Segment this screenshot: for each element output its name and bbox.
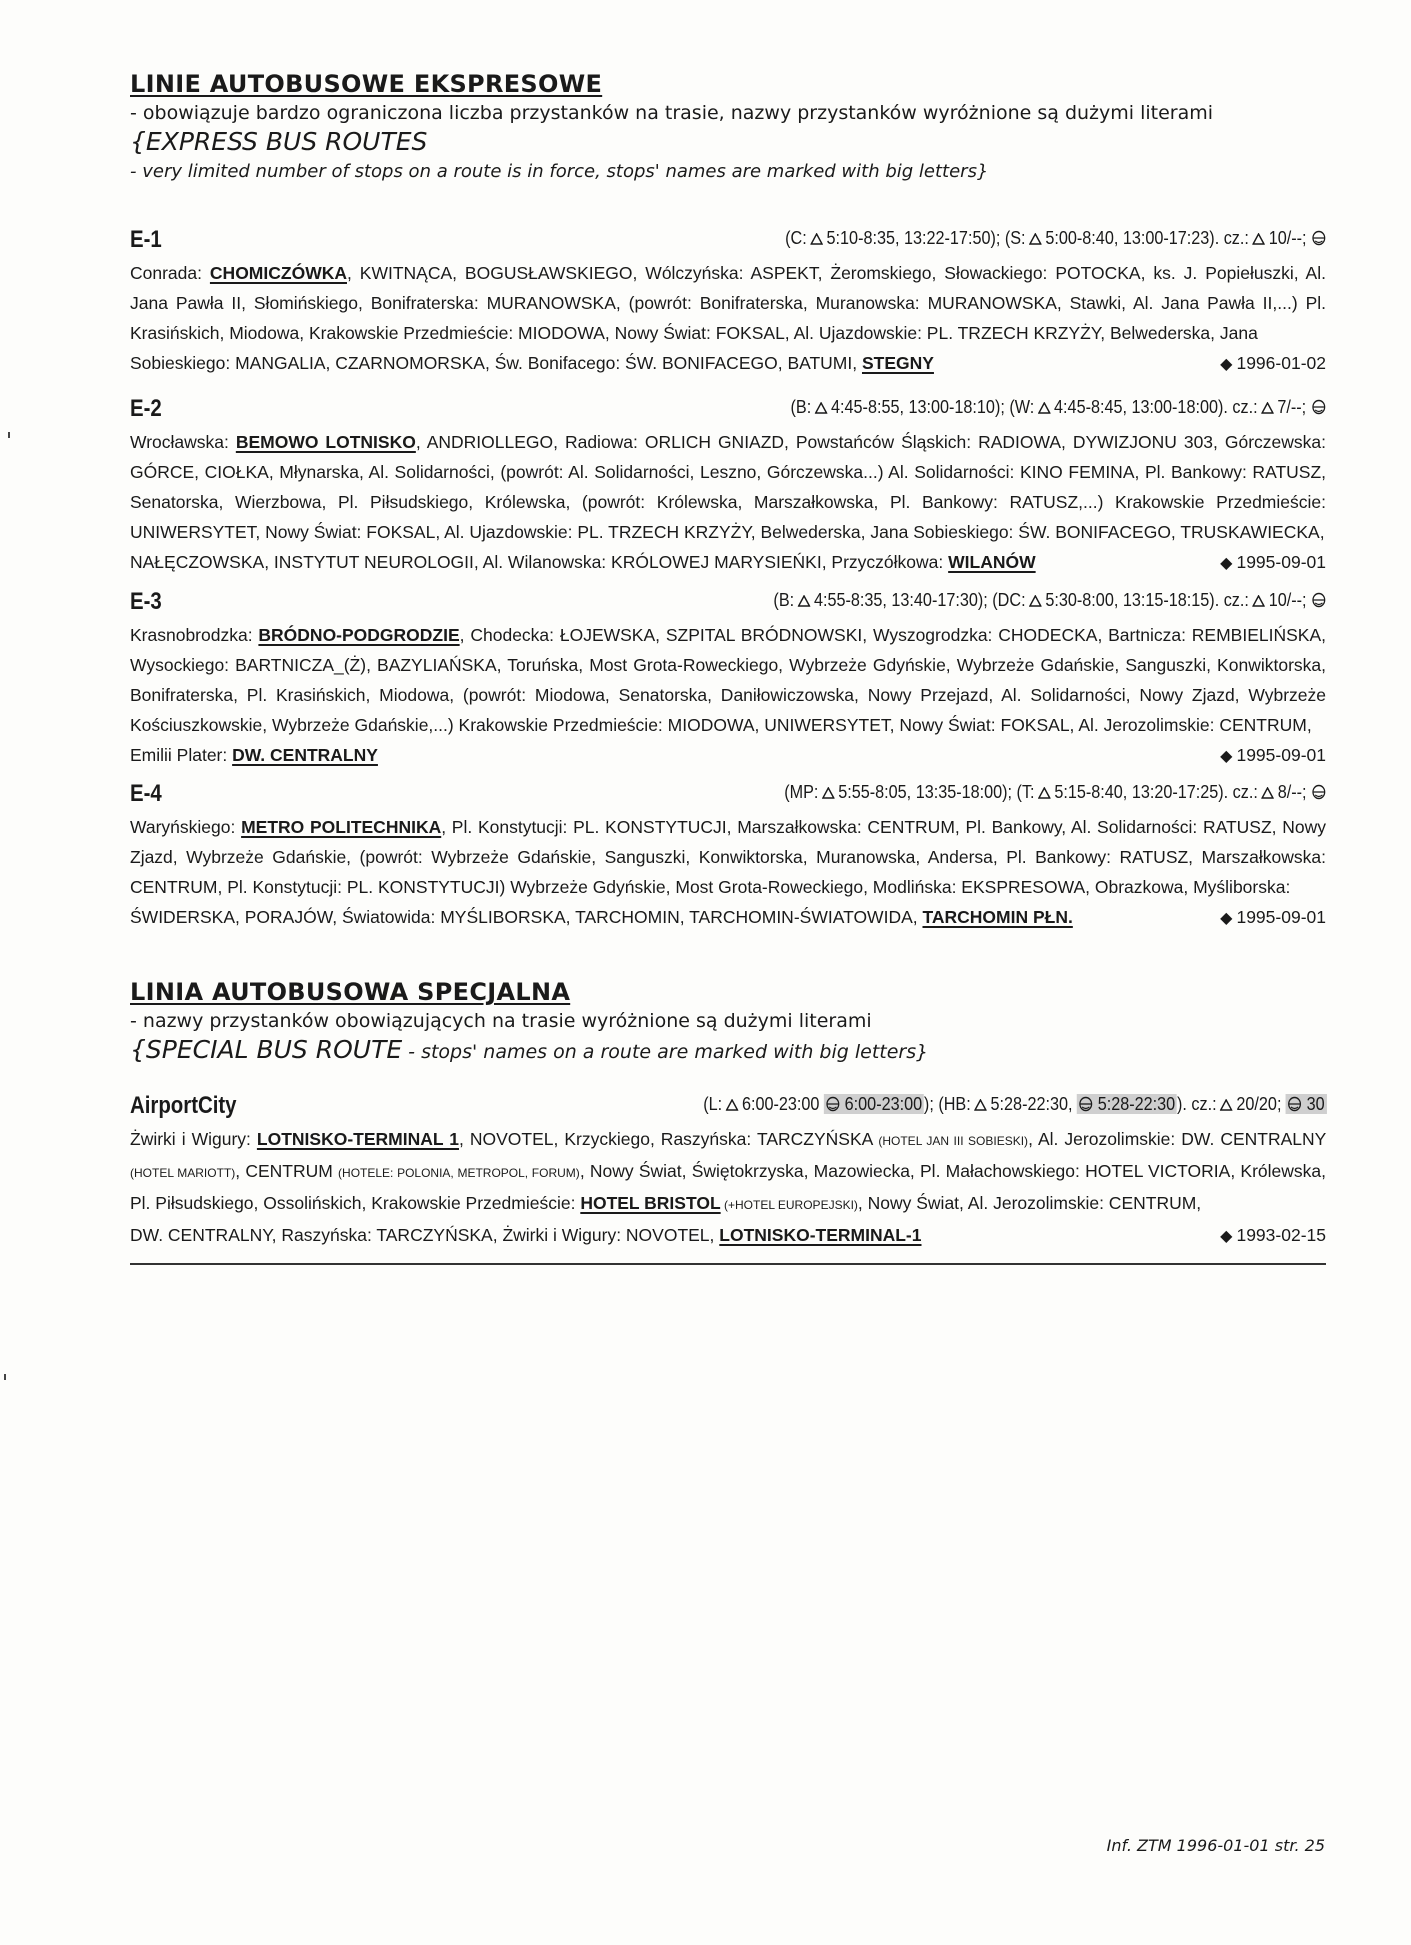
special-section-header	[130, 978, 1326, 1064]
accessible-bus-icon	[1312, 592, 1326, 608]
accessible-bus-icon	[825, 1096, 839, 1112]
route-end-stop: WILANÓW	[948, 552, 1036, 572]
express-title: LINIE AUTOBUSOWE EKSPRESOWE	[130, 70, 603, 98]
route-start-stop: BRÓDNO-PODGRODZIE	[258, 625, 460, 645]
route-end-stop: TARCHOMIN PŁN.	[922, 907, 1073, 927]
route-stops: Żwirki i Wigury: LOTNISKO-TERMINAL 1, NOVOTEL, Krzyckiego, Raszyńska: TARCZYŃSKA (HOTEL JAN III SOBIESKI), Al. Jerozolimskie: DW. CENTRALNY (HOTEL MARIOTT), CENTRUM (HOTELE: POLONIA, METROPOL, FORUM), Nowy Świat, Świętokrzyska, Mazowiecka, Pl. Małachowskiego: HOTEL VICTORIA, Królewska, Pl. Piłsudskiego, Ossolińskich, Krakowskie Przedmieście: HOTEL BRISTOL (+HOTEL EUROPEJSKI), Nowy Świat, Al. Jerozolimskie: CENTRUM,	[130, 1129, 1327, 1213]
express-section-header	[130, 70, 1326, 182]
route-date: ◆ 1995-09-01	[1220, 745, 1326, 765]
route-start-stop: CHOMICZÓWKA	[209, 263, 347, 283]
route-number: E-3	[130, 588, 162, 615]
route-stops: Wrocławska: BEMOWO LOTNISKO, ANDRIOLLEGO, Radiowa: ORLICH GNIAZD, Powstańców Śląskich: RADIOWA, DYWIZJONU 303, Górczewska: GÓRCE, CIOŁKA, Młynarska, Al. Solidarności, (powrót: Al. Solidarności, Leszno, Górczewska...) Al. Solidarności: KINO FEMINA, Pl. Bankowy: RATUSZ, Senatorska, Wierzbowa, Pl. Piłsudskiego, Królewska, (powrót: Królewska, Marszałkowska, Pl. Bankowy: RATUSZ,...) Krakowskie Przedmieście: UNIWERSYTET, Nowy Świat: FOKSAL, Al. Ujazdowskie: PL. TRZECH KRZYŻY, Belwederska, Jana Sobieskiego: ŚW. BONIFACEGO, TRUSKAWIECKA,	[130, 432, 1326, 542]
route-e3: E-3 (B: 4:55-8:35, 13:40-17:30); (DC: 5:30-8:00, 13:15-18:15). cz.: 10/--; Krasnobrodzka: BRÓDNO-PODGRODZIE, Chodecka: ŁOJEWSKA, SZPITAL BRÓDNOWSKI, Wyszogrodzka: CHODECKA, Bartnicza: REMBIELIŃSKA, Wysockiego: BARTNICZA_(Ż), BAZYLIAŃSKA, Toruńska, Most Grota-Roweckiego, Wybrzeże Gdyńskie, Wybrzeże Gdańskie, Sanguszki, Konwiktorska, Bonifraterska, Pl. Krasińskich, Miodowa, (powrót: Miodowa, Senatorska, Daniłowiczowska, Nowy Przejazd, Al. Solidarności, Nowy Zjazd, Wybrzeże Kościuszkowskie, Wybrzeże Gdańskie,...) Krakowskie Przedmieście: MIODOWA, UNIWERSYTET, Nowy Świat: FOKSAL, Al. Jerozolimskie: CENTRUM, Emilii Plater: DW. CENTRALNY ◆ 1995-09-01	[130, 588, 1326, 772]
weekday-house-icon	[1038, 402, 1051, 414]
route-e2: E-2 (B: 4:45-8:55, 13:00-18:10); (W: 4:45-8:45, 13:00-18:00). cz.: 7/--; Wrocławska: BEMOWO LOTNISKO, ANDRIOLLEGO, Radiowa: ORLICH GNIAZD, Powstańców Śląskich: RADIOWA, DYWIZJONU 303, Górczewska: GÓRCE, CIOŁKA, Młynarska, Al. Solidarności, (powrót: Al. Solidarności, Leszno, Górczewska...) Al. Solidarności: KINO FEMINA, Pl. Bankowy: RATUSZ, Senatorska, Wierzbowa, Pl. Piłsudskiego, Królewska, (powrót: Królewska, Marszałkowska, Pl. Bankowy: RATUSZ,...) Krakowskie Przedmieście: UNIWERSYTET, Nowy Świat: FOKSAL, Al. Ujazdowskie: PL. TRZECH KRZYŻY, Belwederska, Jana Sobieskiego: ŚW. BONIFACEGO, TRUSKAWIECKA, NAŁĘCZOWSKA, INSTYTUT NEUROLOGII, Al. Wilanowska: KRÓLOWEJ MARYSIEŃKI, Przyczółkowa: WILANÓW ◆ 1995-09-01	[130, 395, 1326, 579]
weekday-house-icon	[1220, 1099, 1233, 1111]
route-e4: E-4 (MP: 5:55-8:05, 13:35-18:00); (T: 5:15-8:40, 13:20-17:25). cz.: 8/--; Waryńskiego: METRO POLITECHNIKA, Pl. Konstytucji: PL. KONSTYTUCJI, Marszałkowska: CENTRUM, Pl. Bankowy, Al. Solidarności: RATUSZ, Nowy Zjazd, Wybrzeże Gdańskie, (powrót: Wybrzeże Gdańskie, Sanguszki, Konwiktorska, Muranowska, Andersa, Pl. Bankowy: RATUSZ, Marszałkowska: CENTRUM, Pl. Konstytucji: PL. KONSTYTUCJI) Wybrzeże Gdyńskie, Most Grota-Roweckiego, Modlińska: EKSPRESOWA, Obrazkowa, Myśliborska: ŚWIDERSKA, PORAJÓW, Światowida: MYŚLIBORSKA, TARCHOMIN, TARCHOMIN-ŚWIATOWIDA, TARCHOMIN PŁN. ◆ 1995-09-01	[130, 780, 1326, 934]
special-title: LINIA AUTOBUSOWA SPECJALNA	[130, 978, 571, 1006]
route-date: ◆ 1995-09-01	[1220, 907, 1326, 927]
route-times: (B: 4:55-8:35, 13:40-17:30); (DC: 5:30-8:00, 13:15-18:15). cz.: 10/--;	[773, 590, 1326, 611]
express-subtitle-en: - very limited number of stops on a route is in force, stops' names are marked with big letters}	[130, 161, 989, 182]
route-date: ◆ 1995-09-01	[1220, 552, 1326, 572]
weekday-house-icon	[815, 402, 828, 414]
route-times: (L: 6:00-23:00 6:00-23:00); (HB: 5:28-22:30, 5:28-22:30 ). cz.: 20/20; 30	[702, 1094, 1325, 1114]
route-number: E-1	[130, 226, 162, 253]
route-start-stop: LOTNISKO-TERMINAL 1	[256, 1129, 459, 1149]
weekday-house-icon	[1038, 787, 1051, 799]
route-stops: Conrada: CHOMICZÓWKA, KWITNĄCA, BOGUSŁAWSKIEGO, Wólczyńska: ASPEKT, Żeromskiego, Słowackiego: POTOCKA, ks. J. Popiełuszki, Al. Jana Pawła II, Słomińskiego, Bonifraterska: MURANOWSKA, (powrót: Bonifraterska, Muranowska: MURANOWSKA, Stawki, Al. Jana Pawła II,...) Pl. Krasińskich, Miodowa, Krakowskie Przedmieście: MIODOWA, Nowy Świat: FOKSAL, Al. Ujazdowskie: PL. TRZECH KRZYŻY, Belwederska, Jana	[130, 263, 1326, 343]
weekday-house-icon	[1029, 233, 1042, 245]
route-times: (MP: 5:55-8:05, 13:35-18:00); (T: 5:15-8:40, 13:20-17:25). cz.: 8/--;	[784, 782, 1326, 803]
route-number: AirportCity	[130, 1092, 237, 1119]
page-footer: Inf. ZTM 1996-01-01 str. 25	[1106, 1836, 1325, 1855]
express-subtitle: - obowiązuje bardzo ograniczona liczba przystanków na trasie, nazwy przystanków wyróżnione są dużymi literami	[130, 102, 1214, 124]
accessible-bus-icon	[1312, 784, 1326, 800]
route-times: (B: 4:45-8:55, 13:00-18:10); (W: 4:45-8:45, 13:00-18:00). cz.: 7/--;	[791, 397, 1327, 418]
route-end-stop: LOTNISKO-TERMINAL-1	[719, 1225, 922, 1245]
bottom-divider	[130, 1263, 1326, 1265]
route-times: (C: 5:10-8:35, 13:22-17:50); (S: 5:00-8:40, 13:00-17:23). cz.: 10/--;	[785, 228, 1326, 249]
route-start-stop: BEMOWO LOTNISKO	[235, 432, 416, 452]
special-subtitle: - nazwy przystanków obowiązujących na trasie wyróżnione są dużymi literami	[130, 1010, 872, 1032]
weekday-house-icon	[1029, 595, 1042, 607]
accessible-bus-icon	[1312, 399, 1326, 415]
scan-speck	[4, 1374, 6, 1380]
route-number: E-2	[130, 395, 162, 422]
express-title-en: {EXPRESS BUS ROUTES	[130, 127, 428, 156]
weekday-house-icon	[810, 233, 823, 245]
route-number: E-4	[130, 780, 162, 807]
weekday-house-icon	[974, 1099, 987, 1111]
scan-speck	[8, 432, 10, 438]
weekday-house-icon	[797, 595, 810, 607]
route-stops: Waryńskiego: METRO POLITECHNIKA, Pl. Konstytucji: PL. KONSTYTUCJI, Marszałkowska: CENTRUM, Pl. Bankowy, Al. Solidarności: RATUSZ, Nowy Zjazd, Wybrzeże Gdańskie, (powrót: Wybrzeże Gdańskie, Sanguszki, Konwiktorska, Muranowska, Andersa, Pl. Bankowy: RATUSZ, Marszałkowska: CENTRUM, Pl. Konstytucji: PL. KONSTYTUCJI) Wybrzeże Gdyńskie, Most Grota-Roweckiego, Modlińska: EKSPRESOWA, Obrazkowa, Myśliborska:	[130, 817, 1326, 897]
weekday-house-icon	[1252, 595, 1265, 607]
route-end-stop: STEGNY	[861, 353, 934, 373]
route-date: ◆ 1996-01-02	[1220, 353, 1326, 373]
accessible-bus-icon	[1287, 1096, 1301, 1112]
accessible-bus-icon	[1312, 230, 1326, 246]
route-start-stop: METRO POLITECHNIKA	[241, 817, 442, 837]
weekday-house-icon	[1261, 787, 1274, 799]
route-e1: E-1 (C: 5:10-8:35, 13:22-17:50); (S: 5:00-8:40, 13:00-17:23). cz.: 10/--; Conrada: CHOMICZÓWKA, KWITNĄCA, BOGUSŁAWSKIEGO, Wólczyńska: ASPEKT, Żeromskiego, Słowackiego: POTOCKA, ks. J. Popiełuszki, Al. Jana Pawła II, Słomińskiego, Bonifraterska: MURANOWSKA, (powrót: Bonifraterska, Muranowska: MURANOWSKA, Stawki, Al. Jana Pawła II,...) Pl. Krasińskich, Miodowa, Krakowskie Przedmieście: MIODOWA, Nowy Świat: FOKSAL, Al. Ujazdowskie: PL. TRZECH KRZYŻY, Belwederska, Jana Sobieskiego: MANGALIA, CZARNOMORSKA, Św. Bonifacego: ŚW. BONIFACEGO, BATUMI, STEGNY ◆ 1996-01-02	[130, 226, 1326, 380]
accessible-bus-icon	[1078, 1096, 1092, 1112]
weekday-house-icon	[1261, 402, 1274, 414]
weekday-house-icon	[725, 1099, 738, 1111]
route-end-stop: DW. CENTRALNY	[232, 745, 378, 765]
weekday-house-icon	[822, 787, 835, 799]
hotel-bristol-stop: HOTEL BRISTOL	[580, 1193, 721, 1213]
route-date: ◆ 1993-02-15	[1220, 1225, 1326, 1245]
weekday-house-icon	[1252, 233, 1265, 245]
special-title-en: {SPECIAL BUS ROUTE - stops' names on a route are marked with big letters}	[130, 1035, 929, 1064]
route-stops: Krasnobrodzka: BRÓDNO-PODGRODZIE, Chodecka: ŁOJEWSKA, SZPITAL BRÓDNOWSKI, Wyszogrodzka: CHODECKA, Bartnicza: REMBIELIŃSKA, Wysockiego: BARTNICZA_(Ż), BAZYLIAŃSKA, Toruńska, Most Grota-Roweckiego, Wybrzeże Gdyńskie, Wybrzeże Gdańskie, Sanguszki, Konwiktorska, Bonifraterska, Pl. Krasińskich, Miodowa, (powrót: Miodowa, Senatorska, Daniłowiczowska, Nowy Przejazd, Al. Solidarności, Nowy Zjazd, Wybrzeże Kościuszkowskie, Wybrzeże Gdańskie,...) Krakowskie Przedmieście: MIODOWA, UNIWERSYTET, Nowy Świat: FOKSAL, Al. Jerozolimskie: CENTRUM,	[130, 625, 1326, 735]
route-airportcity: AirportCity (L: 6:00-23:00 6:00-23:00); (HB: 5:28-22:30, 5:28-22:30 ). cz.: 20/20; 30 Żwirki i Wigury: LOTNISKO-TERMINAL 1, NOVOTEL, Krzyckiego, Raszyńska: TARCZYŃSKA (HOTEL JAN III SOBIESKI), Al. Jerozolimskie: DW. CENTRALNY (HOTEL MARIOTT), CENTRUM (HOTELE: POLONIA, METROPOL, FORUM), Nowy Świat, Świętokrzyska, Mazowiecka, Pl. Małachowskiego: HOTEL VICTORIA, Królewska, Pl. Piłsudskiego, Ossolińskich, Krakowskie Przedmieście: HOTEL BRISTOL (+HOTEL EUROPEJSKI), Nowy Świat, Al. Jerozolimskie: CENTRUM, DW. CENTRALNY, Raszyńska: TARCZYŃSKA, Żwirki i Wigury: NOVOTEL, LOTNISKO-TERMINAL-1 ◆ 1993-02-15	[130, 1092, 1326, 1252]
